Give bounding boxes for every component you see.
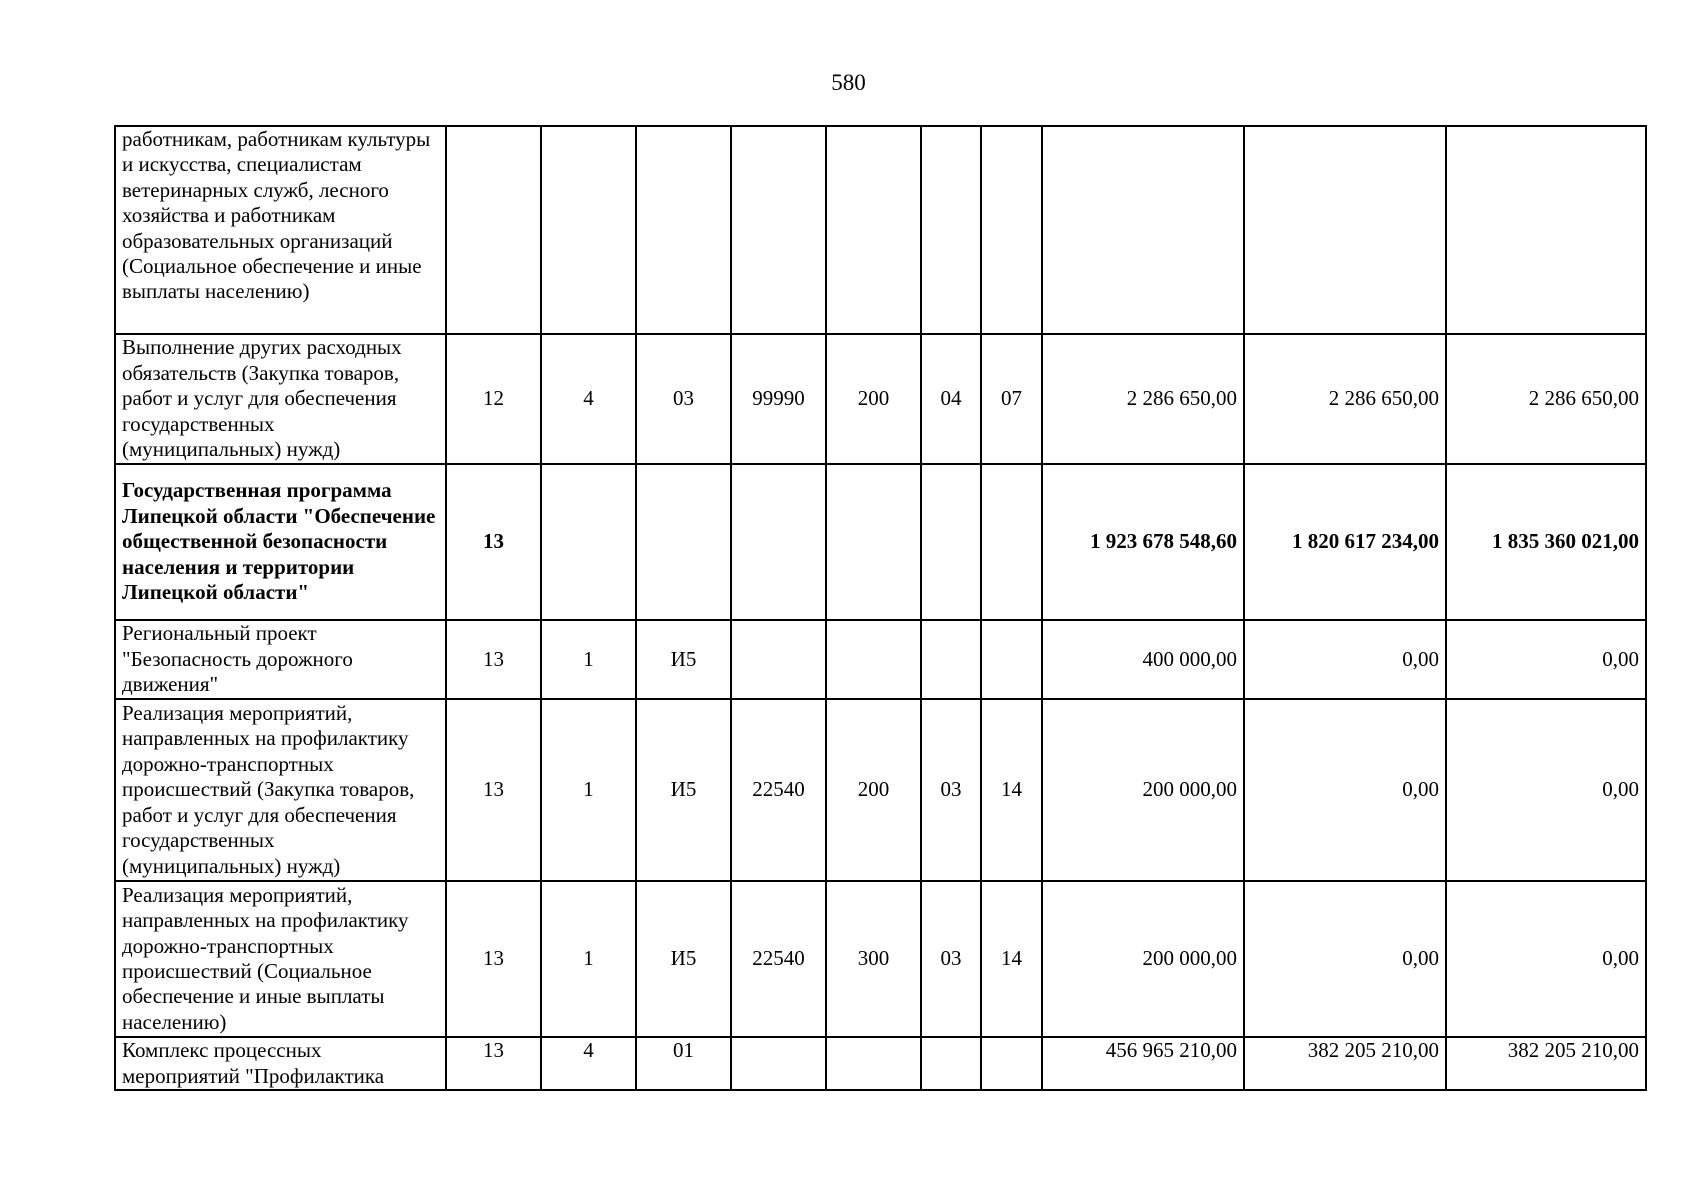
amount-year2-cell: 0,00 (1244, 881, 1446, 1037)
amount-year2-cell: 1 820 617 234,00 (1244, 464, 1446, 620)
amount-year3-cell (1446, 126, 1646, 334)
subsection-cell (981, 620, 1042, 699)
direction-code-cell: 99990 (731, 334, 826, 464)
table-row (115, 1037, 1646, 1090)
row-name-cell: Реализация мероприятий, направленных на профилактику дорожно-транспортных происшествий (Социальное обеспечение и иные выплаты населению) (115, 881, 446, 1037)
program-code-cell: 13 (446, 620, 541, 699)
expense-type-cell (826, 464, 921, 620)
program-code-cell: 12 (446, 334, 541, 464)
table-row (115, 464, 1646, 620)
subsection-cell (981, 126, 1042, 334)
program-code-cell: 13 (446, 881, 541, 1037)
table-row (115, 126, 1646, 334)
direction-code-cell (731, 1037, 826, 1090)
subsection-cell: 14 (981, 881, 1042, 1037)
expense-type-cell (826, 620, 921, 699)
expense-type-cell: 300 (826, 881, 921, 1037)
section-cell (921, 126, 981, 334)
amount-year3-cell: 0,00 (1446, 699, 1646, 881)
budget-table (114, 125, 1647, 1091)
table-row (115, 699, 1646, 881)
subprogram-code-cell (541, 126, 636, 334)
event-code-cell: И5 (636, 620, 731, 699)
direction-code-cell (731, 126, 826, 334)
table-row (115, 620, 1646, 699)
amount-year1-cell: 456 965 210,00 (1042, 1037, 1244, 1090)
event-code-cell (636, 464, 731, 620)
direction-code-cell (731, 464, 826, 620)
amount-year3-cell: 382 205 210,00 (1446, 1037, 1646, 1090)
expense-type-cell: 200 (826, 334, 921, 464)
amount-year2-cell: 0,00 (1244, 699, 1446, 881)
amount-year1-cell: 200 000,00 (1042, 699, 1244, 881)
subsection-cell: 07 (981, 334, 1042, 464)
amount-year2-cell (1244, 126, 1446, 334)
table-row (115, 334, 1646, 464)
program-code-cell: 13 (446, 699, 541, 881)
direction-code-cell: 22540 (731, 699, 826, 881)
program-code-cell: 13 (446, 1037, 541, 1090)
amount-year2-cell: 0,00 (1244, 620, 1446, 699)
subsection-cell (981, 1037, 1042, 1090)
table-row (115, 881, 1646, 1037)
event-code-cell: И5 (636, 699, 731, 881)
row-name-cell: Выполнение других расходных обязательств (Закупка товаров, работ и услуг для обеспечения государственных (муниципальных) нужд) (115, 334, 446, 464)
amount-year1-cell: 200 000,00 (1042, 881, 1244, 1037)
direction-code-cell (731, 620, 826, 699)
program-code-cell: 13 (446, 464, 541, 620)
amount-year1-cell: 2 286 650,00 (1042, 334, 1244, 464)
subprogram-code-cell: 4 (541, 334, 636, 464)
subprogram-code-cell: 1 (541, 881, 636, 1037)
event-code-cell: И5 (636, 881, 731, 1037)
amount-year3-cell: 0,00 (1446, 881, 1646, 1037)
program-code-cell (446, 126, 541, 334)
section-cell (921, 464, 981, 620)
section-cell: 03 (921, 699, 981, 881)
amount-year1-cell: 400 000,00 (1042, 620, 1244, 699)
expense-type-cell (826, 126, 921, 334)
amount-year3-cell: 2 286 650,00 (1446, 334, 1646, 464)
direction-code-cell: 22540 (731, 881, 826, 1037)
subsection-cell (981, 464, 1042, 620)
expense-type-cell (826, 1037, 921, 1090)
subprogram-code-cell: 1 (541, 699, 636, 881)
amount-year2-cell: 2 286 650,00 (1244, 334, 1446, 464)
subprogram-code-cell: 4 (541, 1037, 636, 1090)
expense-type-cell: 200 (826, 699, 921, 881)
subprogram-code-cell (541, 464, 636, 620)
page-number: 580 (831, 70, 866, 95)
section-cell (921, 620, 981, 699)
event-code-cell: 03 (636, 334, 731, 464)
subsection-cell: 14 (981, 699, 1042, 881)
subprogram-code-cell: 1 (541, 620, 636, 699)
section-cell (921, 1037, 981, 1090)
amount-year1-cell (1042, 126, 1244, 334)
amount-year3-cell: 1 835 360 021,00 (1446, 464, 1646, 620)
event-code-cell: 01 (636, 1037, 731, 1090)
amount-year2-cell: 382 205 210,00 (1244, 1037, 1446, 1090)
event-code-cell (636, 126, 731, 334)
section-cell: 03 (921, 881, 981, 1037)
row-name-cell: работникам, работникам культуры и искусства, специалистам ветеринарных служб, лесного хозяйства и работникам образовательных организаций (Социальное обеспечение и иные выплаты населению) (115, 126, 446, 334)
row-name-cell: Реализация мероприятий, направленных на профилактику дорожно-транспортных происшествий (Закупка товаров, работ и услуг для обеспечения государственных (муниципальных) нужд) (115, 699, 446, 881)
amount-year3-cell: 0,00 (1446, 620, 1646, 699)
row-name-cell: Региональный проект "Безопасность дорожного движения" (115, 620, 446, 699)
row-name-cell: Государственная программа Липецкой области "Обеспечение общественной безопасности населения и территории Липецкой области" (115, 464, 446, 620)
section-cell: 04 (921, 334, 981, 464)
row-name-cell: Комплекс процессных мероприятий "Профилактика (115, 1037, 446, 1090)
amount-year1-cell: 1 923 678 548,60 (1042, 464, 1244, 620)
